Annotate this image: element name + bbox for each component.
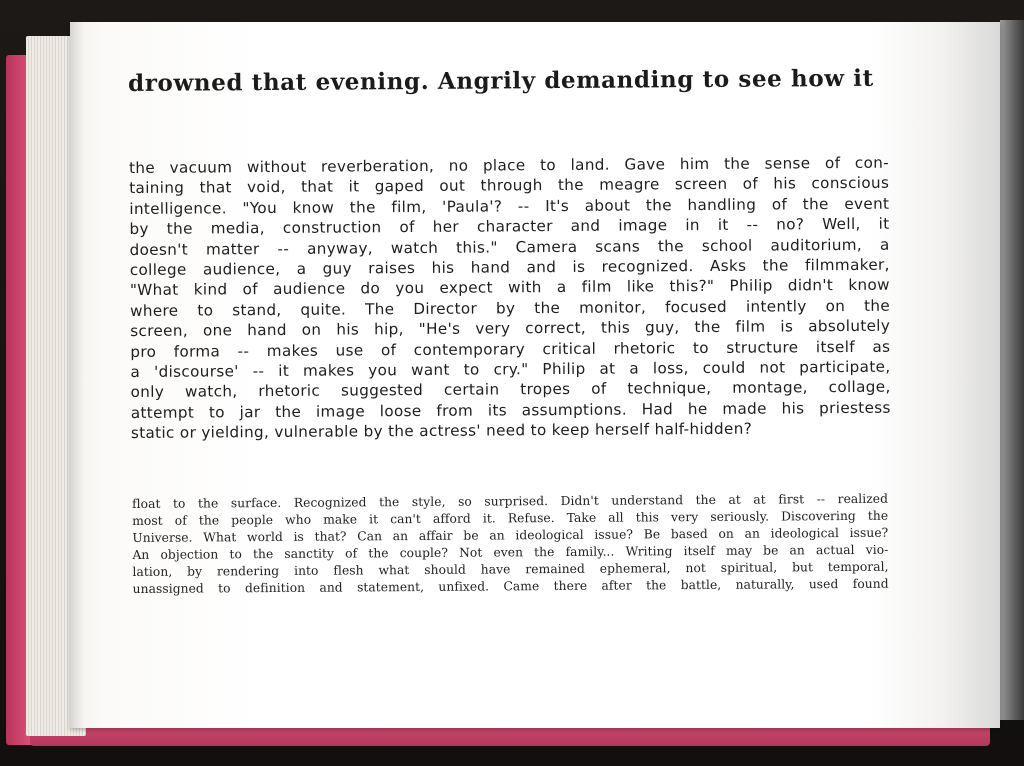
footnote-line: An objection to the sanctity of the couple? Not even the family... Writing itself may be an actual vio- xyxy=(132,542,889,562)
scanner-shadow-edge xyxy=(1000,20,1024,720)
footnote-line: unassigned to definition and statement, unfixed. Came there after the battle, naturally, used found xyxy=(132,576,889,596)
body-line: doesn't matter -- anyway, watch this." Camera scans the school auditorium, a xyxy=(129,235,890,259)
body-line: by the media, construction of her character and image in it -- no? Well, it xyxy=(129,214,890,239)
page-heading: drowned that evening. Angrily demanding to see how it xyxy=(128,64,874,97)
body-line: only watch, rhetoric suggested certain tropes of technique, montage, collage, xyxy=(130,378,891,402)
body-line: static or yielding, vulnerable by the actress' need to keep herself half-hidden? xyxy=(130,419,753,443)
body-line: pro forma -- makes use of contemporary critical rhetoric to structure itself as xyxy=(130,337,891,361)
footnote-line: float to the surface. Recognized the style, so surprised. Didn't understand the at at first -- realized xyxy=(132,491,889,511)
footnote-line: most of the people who make it can't afford it. Refuse. Take all this very seriously. Discovering the xyxy=(132,508,889,528)
footnote-line: lation, by rendering into flesh what should have remained ephemeral, not spiritual, but temporal, xyxy=(132,559,889,579)
body-line: "What kind of audience do you expect with a film like this?" Philip didn't know xyxy=(129,276,890,300)
body-line: where to stand, quite. The Director by the monitor, focused intently on the xyxy=(130,296,891,320)
body-line: the vacuum without reverberation, no place to land. Gave him the sense of con- xyxy=(129,153,890,177)
body-line: college audience, a guy raises his hand and is recognized. Asks the filmmaker, xyxy=(129,255,890,280)
body-line: taining that void, that it gaped out through the meagre screen of his conscious xyxy=(129,174,890,198)
body-line: screen, one hand on his hip, "He's very correct, this guy, the film is absolutely xyxy=(130,316,891,341)
body-line: a 'discourse' -- it makes you want to cry." Philip at a loss, could not participate, xyxy=(130,357,891,382)
spine-shadow xyxy=(70,22,84,728)
body-paragraph xyxy=(129,153,891,444)
footnote-paragraph xyxy=(132,491,889,598)
footnote-line: Universe. What world is that? Can an affair be an ideological issue? Be based on an ideological issue? xyxy=(132,525,889,545)
body-line: intelligence. "You know the film, 'Paula'? -- It's about the handling of the event xyxy=(129,194,890,218)
body-line: attempt to jar the image loose from its assumptions. Had he made his priestess xyxy=(130,398,891,422)
